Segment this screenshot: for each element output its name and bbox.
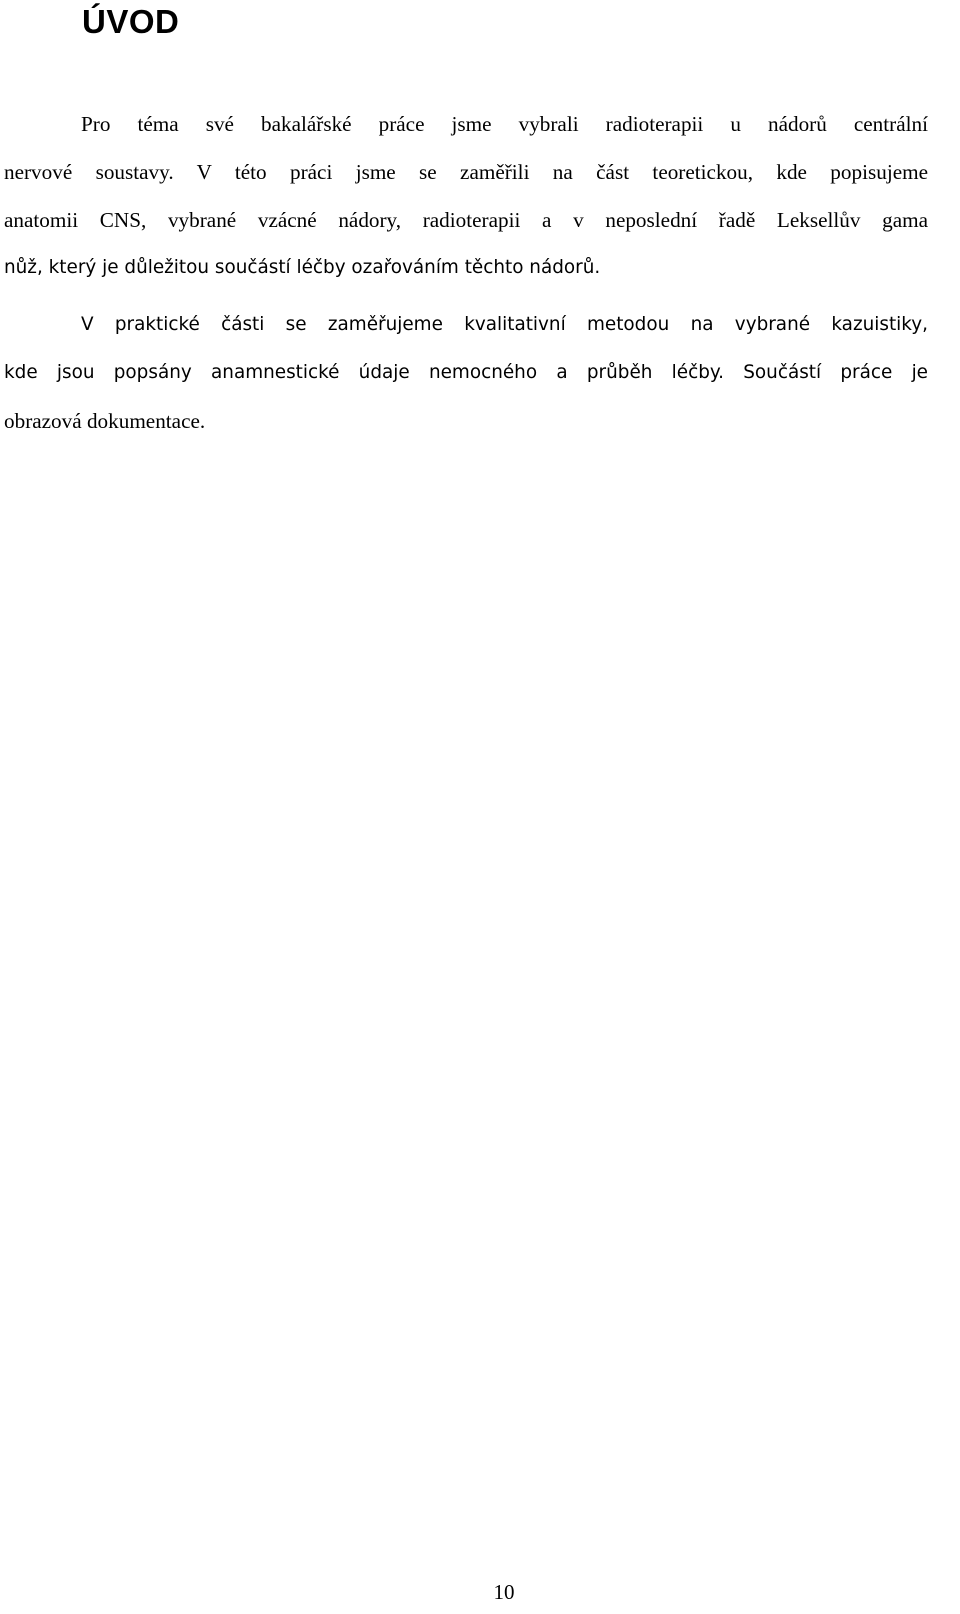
paragraph-line: kde jsou popsány anamnestické údaje nemocného a průběh léčby. Součástí práce je (4, 362, 928, 383)
page-number: 10 (493, 1580, 515, 1604)
introduction-paragraph-2 (4, 301, 928, 445)
paragraph-line: obrazová dokumentace. (4, 409, 206, 433)
paragraph-line: nervové soustavy. V této práci jsme se zaměřili na část teoretickou, kde popisujeme (4, 160, 928, 184)
paragraph-line: nůž, který je důležitou součástí léčby ozařováním těchto nádorů. (4, 257, 601, 278)
paragraph-line: V praktické části se zaměřujeme kvalitativní metodou na vybrané kazuistiky, (81, 314, 928, 335)
paragraph-line: Pro téma své bakalářské práce jsme vybrali radioterapii u nádorů centrální (81, 112, 928, 136)
paragraph-line: anatomii CNS, vybrané vzácné nádory, radioterapii a v neposlední řadě Leksellův gama (4, 208, 928, 232)
introduction-paragraph-1 (4, 100, 928, 292)
chapter-heading: ÚVOD (82, 3, 180, 40)
